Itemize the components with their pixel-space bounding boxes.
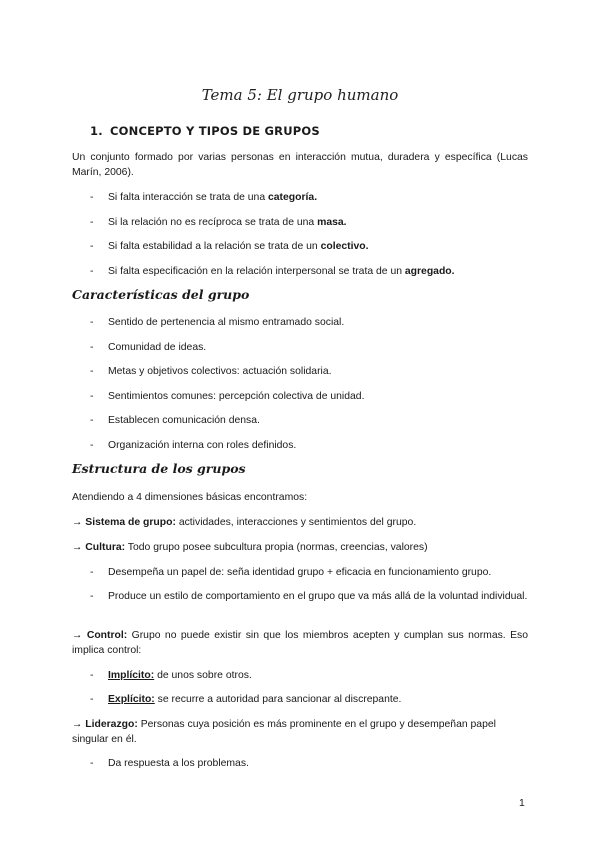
structure-sistema: → Sistema de grupo: actividades, interacciones y sentimientos del grupo. (72, 517, 417, 528)
list-item: - Si falta interacción se trata de una categoría. (90, 192, 318, 203)
page-number: 1 (519, 798, 525, 809)
page-title: Tema 5: El grupo humano (201, 86, 399, 104)
structure-control: → Control: Grupo no puede existir sin que los miembros acepten y cumplan sus normas. Eso implica control: (72, 630, 529, 656)
list-item: - Si falta estabilidad a la relación se trata de un colectivo. (90, 241, 369, 252)
list-item: - Desempeña un papel de: seña identidad grupo + eficacia en funcionamiento grupo. (90, 567, 492, 578)
list-item: - Comunidad de ideas. (90, 342, 207, 353)
list-item: - Explícito: se recurre a autoridad para sancionar al discrepante. (90, 694, 402, 705)
list-item: - Implícito: de unos sobre otros. (90, 670, 252, 681)
section-title: CONCEPTO Y TIPOS DE GRUPOS (110, 124, 320, 138)
list-item: - Da respuesta a los problemas. (90, 758, 249, 769)
list-item: - Metas y objetivos colectivos: actuación solidaria. (90, 366, 332, 377)
list-item: - Establecen comunicación densa. (90, 415, 260, 426)
list-item: - Sentimientos comunes: percepción colectiva de unidad. (90, 391, 365, 402)
list-item: - Si la relación no es recíproca se trata de una masa. (90, 217, 347, 228)
list-item: - Sentido de pertenencia al mismo entramado social. (90, 317, 345, 328)
intro-paragraph: Un conjunto formado por varias personas en interacción mutua, duradera y específica (Lucas Marín, 2006). (72, 152, 528, 178)
subheading-structure: Estructura de los grupos (72, 461, 246, 476)
structure-liderazgo: → Liderazgo: Personas cuya posición es más prominente en el grupo y desempeñan papel singular en él. (72, 719, 496, 745)
list-item: - Si falta especificación en la relación interpersonal se trata de un agregado. (90, 266, 455, 277)
list-item: - Produce un estilo de comportamiento en el grupo que va más allá de la voluntad individual. (90, 591, 528, 602)
list-item: - Organización interna con roles definidos. (90, 440, 297, 451)
structure-cultura: → Cultura: Todo grupo posee subcultura propia (normas, creencias, valores) (72, 542, 428, 553)
subheading-characteristics: Características del grupo (72, 287, 250, 302)
structure-lead: Atendiendo a 4 dimensiones básicas encontramos: (72, 492, 308, 503)
section-heading (90, 124, 320, 138)
section-number: 1. (90, 124, 103, 138)
